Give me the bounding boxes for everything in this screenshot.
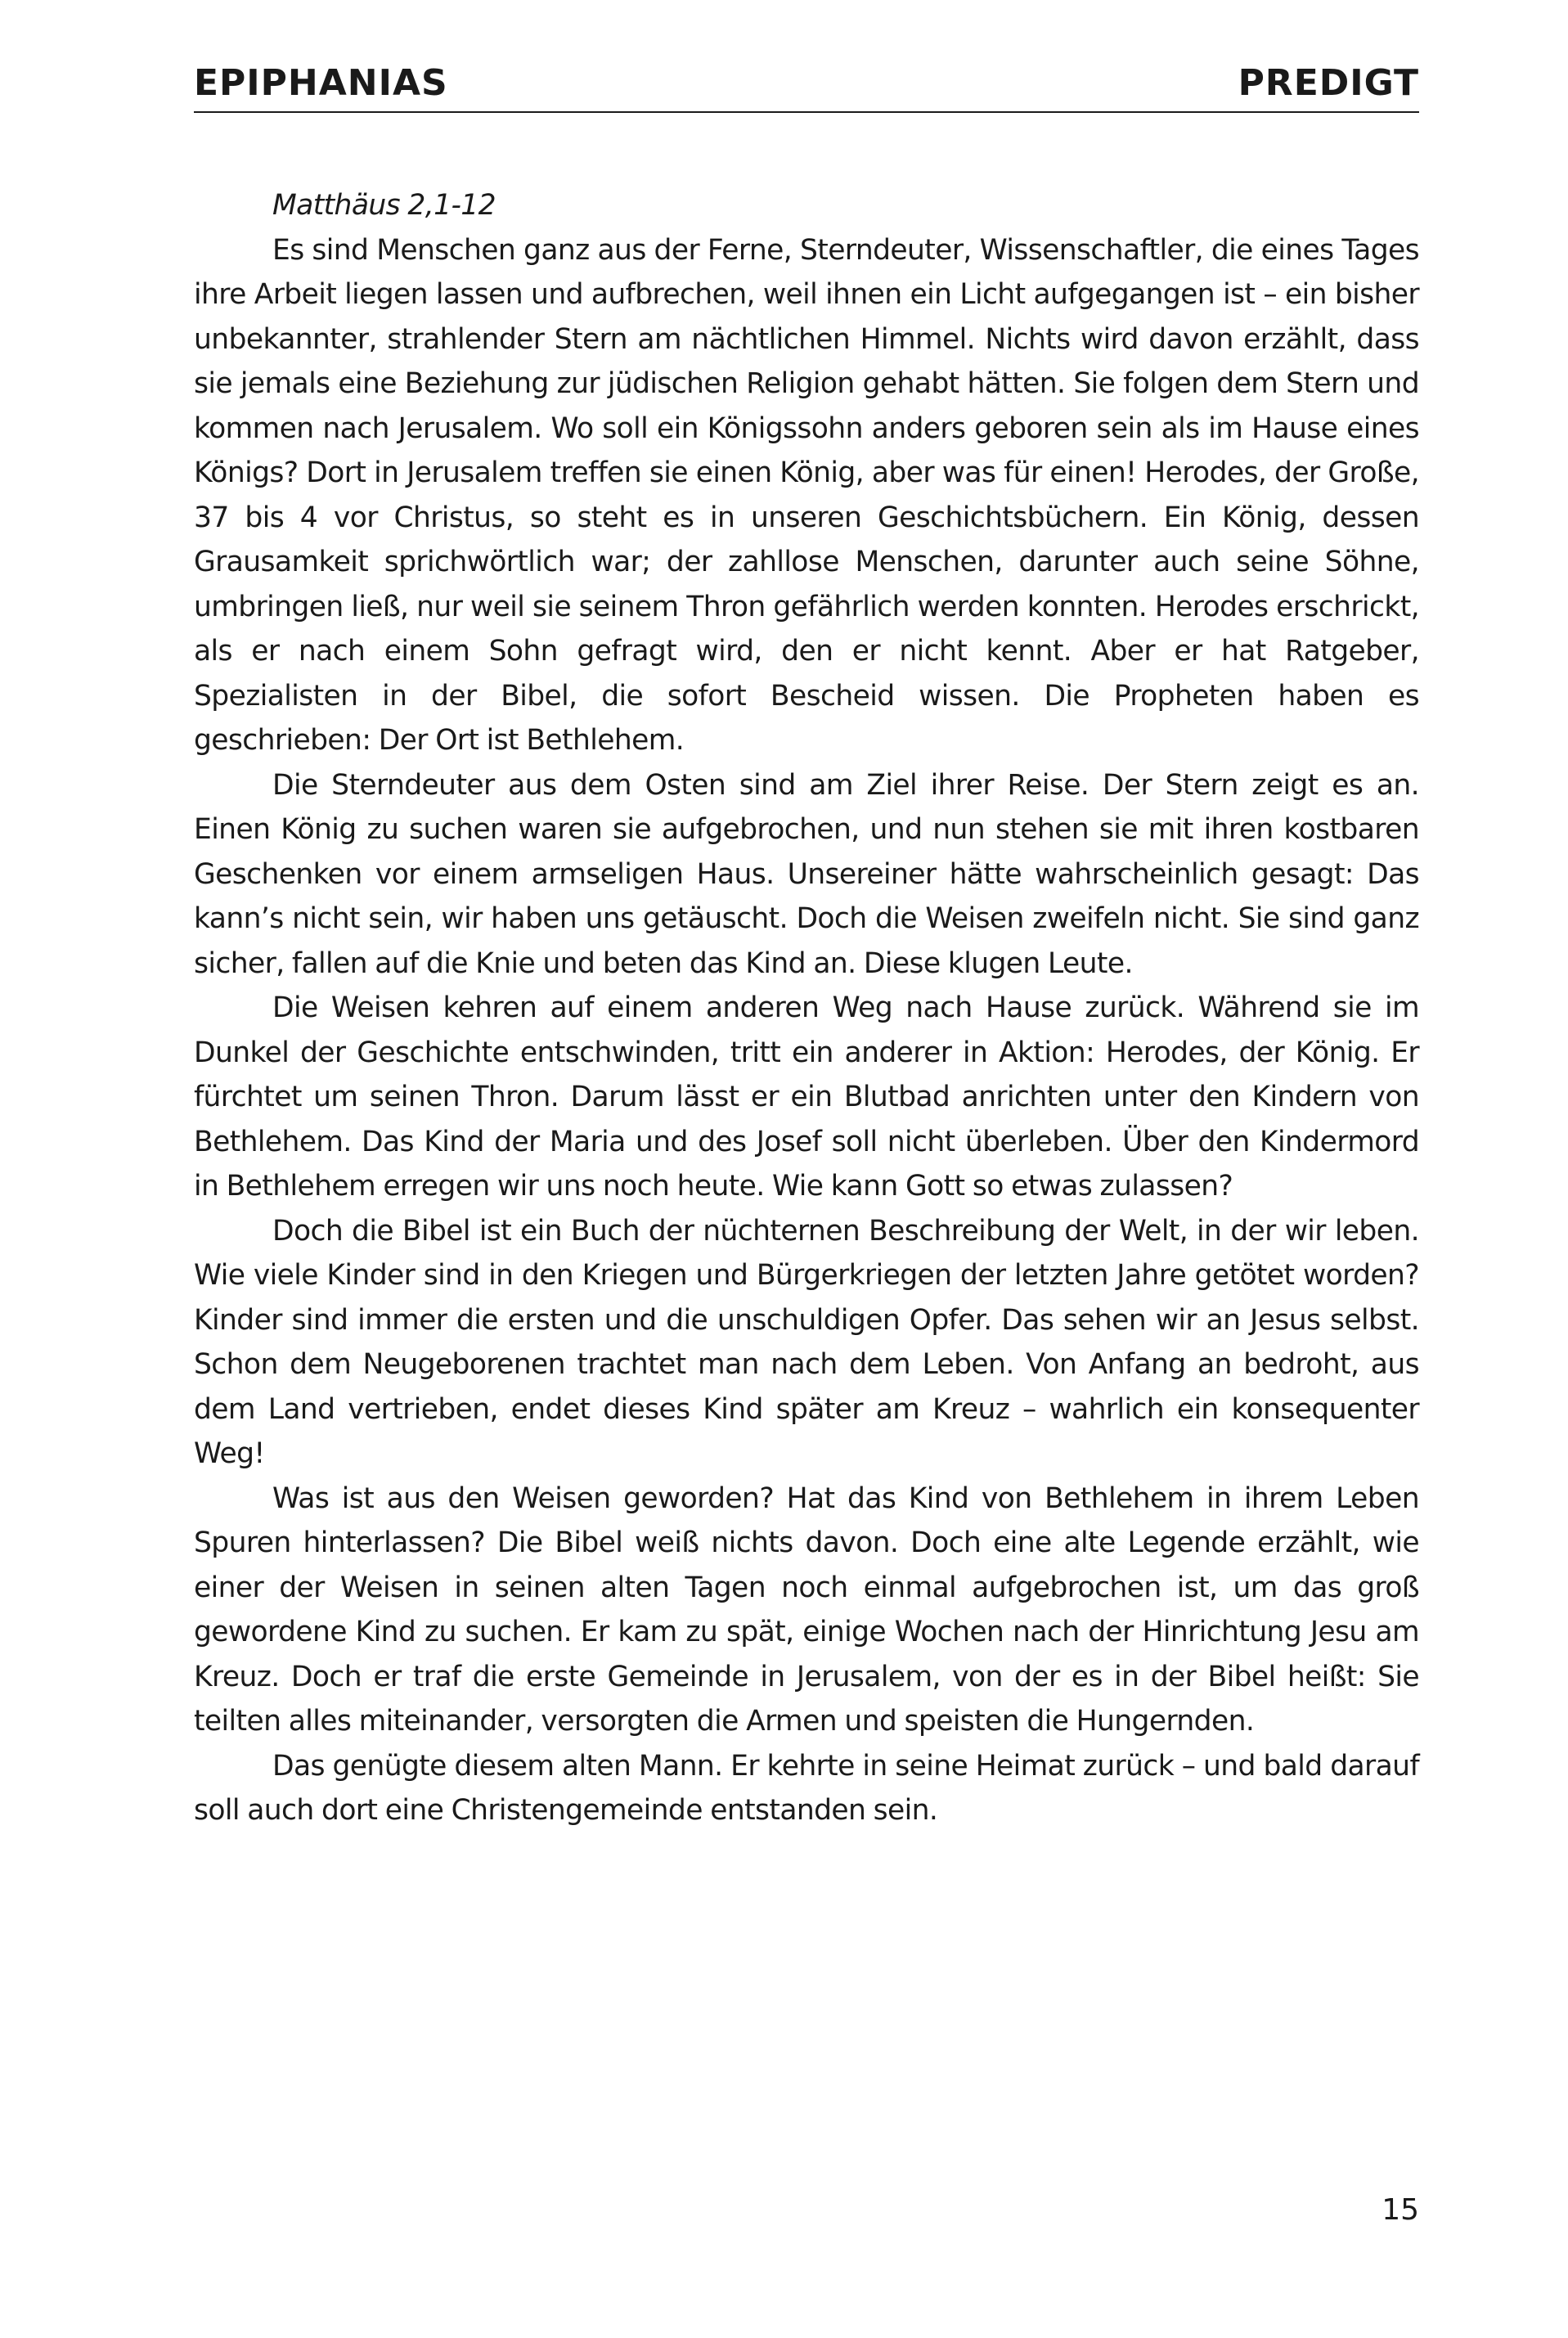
paragraph-1: Es sind Menschen ganz aus der Ferne, Sterndeuter, Wissenschaftler, die eines Tages ihre Arbeit liegen lassen und aufbrechen, weil ihnen ein Licht aufgegangen ist – ein bisher unbekannter, strahlender Stern am nächtlichen Himmel. Nichts wird davon erzählt, dass sie jemals eine Beziehung zur jüdischen Religion gehabt hätten. Sie folgen dem Stern und kommen nach Jerusalem. Wo soll ein Königssohn anders geboren sein als im Hause eines Königs? Dort in Jerusalem treffen sie einen König, aber was für einen! Herodes, der Große, 37 bis 4 vor Christus, so steht es in unseren Geschichtsbüchern. Ein König, dessen Grausamkeit sprichwörtlich war; der zahllose Menschen, darunter auch seine Söhne, umbringen ließ, nur weil sie seinem Thron gefährlich werden konnten. Herodes erschrickt, als er nach einem Sohn gefragt wird, den er nicht kennt. Aber er hat Ratgeber, Spezialisten in der Bibel, die sofort Bescheid wissen. Die Propheten haben es geschrieben: Der Ort ist Bethlehem. (194, 233, 1419, 757)
paragraph-5: Was ist aus den Weisen geworden? Hat das Kind von Bethlehem in ihrem Leben Spuren hinterlassen? Die Bibel weiß nichts davon. Doch eine alte Legende erzählt, wie einer der Weisen in seinen alten Tagen noch einmal aufgebrochen ist, um das groß gewordene Kind zu suchen. Er kam zu spät, einige Wochen nach der Hinrichtung Jesu am Kreuz. Doch er traf die erste Gemeinde in Jerusalem, von der es in der Bibel heißt: Sie teilten alles miteinander, versorgten die Armen und speisten die Hungernden. (194, 1481, 1419, 1738)
paragraph-3: Die Weisen kehren auf einem anderen Weg nach Hause zurück. Während sie im Dunkel der Geschichte entschwinden, tritt ein anderer in Aktion: Herodes, der König. Er fürchtet um seinen Thron. Darum lässt er ein Blutbad anrichten unter den Kindern von Bethlehem. Das Kind der Maria und des Josef soll nicht überleben. Über den Kindermord in Bethlehem erregen wir uns noch heute. Wie kann Gott so etwas zulassen? (194, 991, 1419, 1203)
paragraph-4: Doch die Bibel ist ein Buch der nüchternen Beschreibung der Welt, in der wir leben. Wie viele Kinder sind in den Kriegen und Bürgerkriegen der letzten Jahre getötet worden? Kinder sind immer die ersten und die unschuldigen Opfer. Das sehen wir an Jesus selbst. Schon dem Neugeborenen trachtet man nach dem Leben. Von Anfang an bedroht, aus dem Land vertrieben, endet dieses Kind später am Kreuz – wahrlich ein konsequenter Weg! (194, 1214, 1419, 1470)
paragraph-6: Das genügte diesem alten Mann. Er kehrte in seine Heimat zurück – und bald darauf soll auch dort eine Christengemeinde entstanden sein. (194, 1749, 1419, 1827)
bible-reference: Matthäus 2,1-12 (272, 189, 496, 222)
paragraph-2: Die Sterndeuter aus dem Osten sind am Ziel ihrer Reise. Der Stern zeigt es an. Einen König zu suchen waren sie aufgebrochen, und nun stehen sie mit ihren kostbaren Geschenken vor einem armseligen Haus. Unsereiner hätte wahrscheinlich gesagt: Das kann’s nicht sein, wir haben uns getäuscht. Doch die Weisen zweifeln nicht. Sie sind ganz sicher, fallen auf die Knie und beten das Kind an. Diese klugen Leute. (194, 768, 1419, 980)
page-number: 15 (1382, 2193, 1419, 2227)
running-header (194, 59, 1419, 113)
header-category: PREDIGT (1238, 62, 1419, 104)
sermon-body (194, 183, 1419, 1833)
header-section-title: EPIPHANIAS (194, 62, 448, 104)
